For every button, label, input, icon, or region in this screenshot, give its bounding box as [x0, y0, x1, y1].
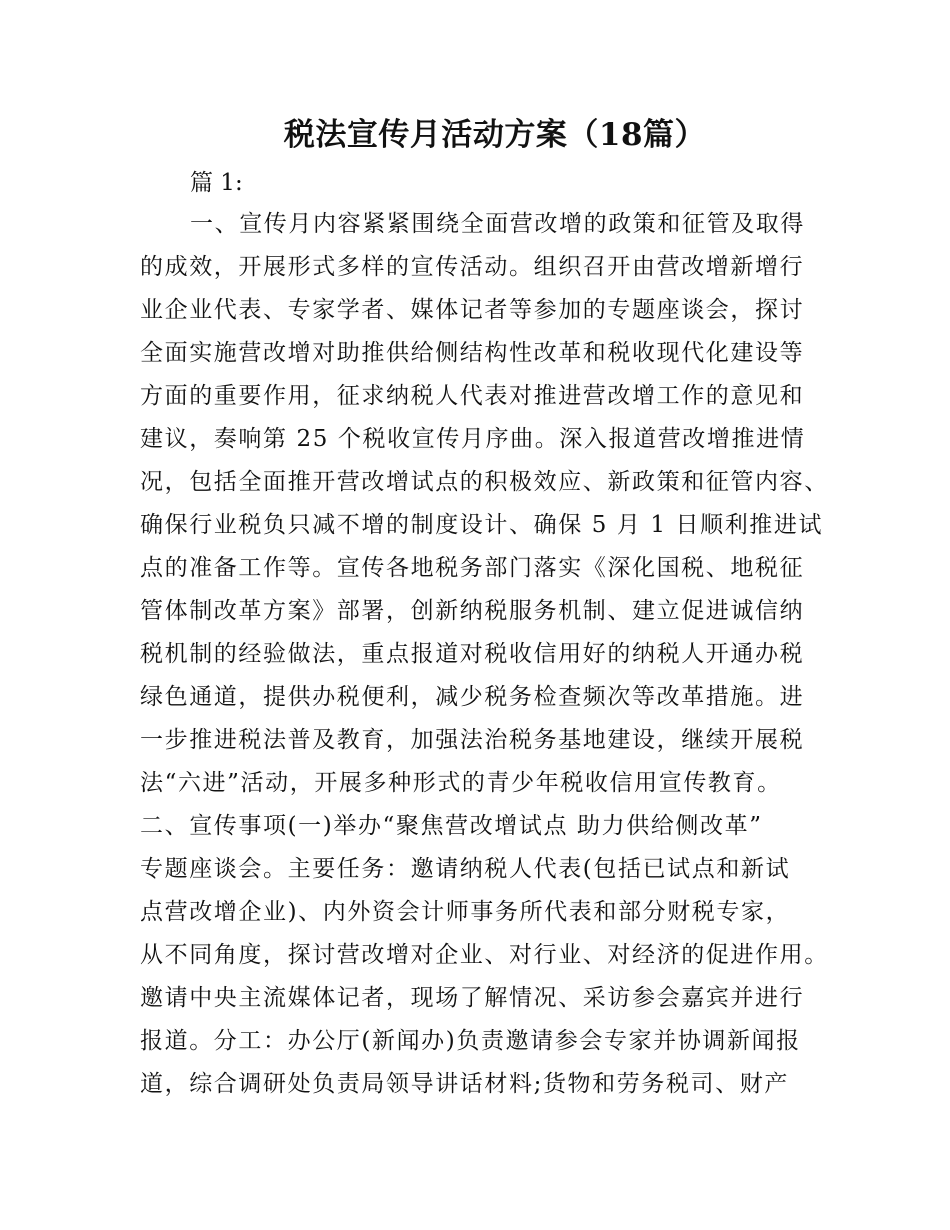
- paragraph-line: 的成效，开展形式多样的宣传活动。组织召开由营改增新增行: [140, 254, 805, 280]
- paragraph-line: 税机制的经验做法，重点报道对税收信用好的纳税人开通办税: [140, 641, 805, 667]
- paragraph-line: 全面实施营改增对助推供给侧结构性改革和税收现代化建设等: [140, 340, 805, 366]
- paragraph-line: 二、宣传事项(一)举办“聚焦营改增试点 助力供给侧改革”: [140, 813, 763, 839]
- paragraph-line: 一步推进税法普及教育，加强法治税务基地建设，继续开展税: [140, 727, 805, 753]
- paragraph-line: 点营改增企业)、内外资会计师事务所代表和部分财税专家，: [140, 899, 791, 925]
- paragraph-line: 建议，奏响第 25 个税收宣传月序曲。深入报道营改增推进情: [140, 426, 806, 452]
- document-title: 税法宣传月活动方案（18篇）: [283, 117, 707, 153]
- paragraph-line: 管体制改革方案》部署，创新纳税服务机制、建立促进诚信纳: [140, 598, 805, 624]
- paragraph-line: 点的准备工作等。宣传各地税务部门落实《深化国税、地税征: [140, 555, 805, 581]
- section-label: 篇 1:: [190, 170, 243, 196]
- paragraph-line: 法“六进”活动，开展多种形式的青少年税收信用宣传教育。: [140, 770, 782, 796]
- paragraph-line: 况，包括全面推开营改增试点的积极效应、新政策和征管内容、: [140, 469, 829, 495]
- paragraph-line: 道，综合调研处负责局领导讲话材料;货物和劳务税司、财产: [140, 1071, 789, 1097]
- paragraph-line: 邀请中央主流媒体记者，现场了解情况、采访参会嘉宾并进行: [140, 985, 805, 1011]
- paragraph-line: 方面的重要作用，征求纳税人代表对推进营改增工作的意见和: [140, 383, 805, 409]
- paragraph-line: 报道。分工：办公厅(新闻办)负责邀请参会专家并协调新闻报: [140, 1028, 801, 1054]
- paragraph-line: 绿色通道，提供办税便利，减少税务检查频次等改革措施。进: [140, 684, 805, 710]
- paragraph-line: 确保行业税负只减不增的制度设计、确保 5 月 1 日顺利推进试: [140, 512, 824, 538]
- paragraph-line: 从不同角度，探讨营改增对企业、对行业、对经济的促进作用。: [140, 942, 829, 968]
- paragraph-line: 业企业代表、专家学者、媒体记者等参加的专题座谈会，探讨: [140, 297, 805, 323]
- paragraph-line: 一、宣传月内容紧紧围绕全面营改增的政策和征管及取得: [190, 211, 805, 237]
- paragraph-line: 专题座谈会。主要任务：邀请纳税人代表(包括已试点和新试: [140, 856, 791, 882]
